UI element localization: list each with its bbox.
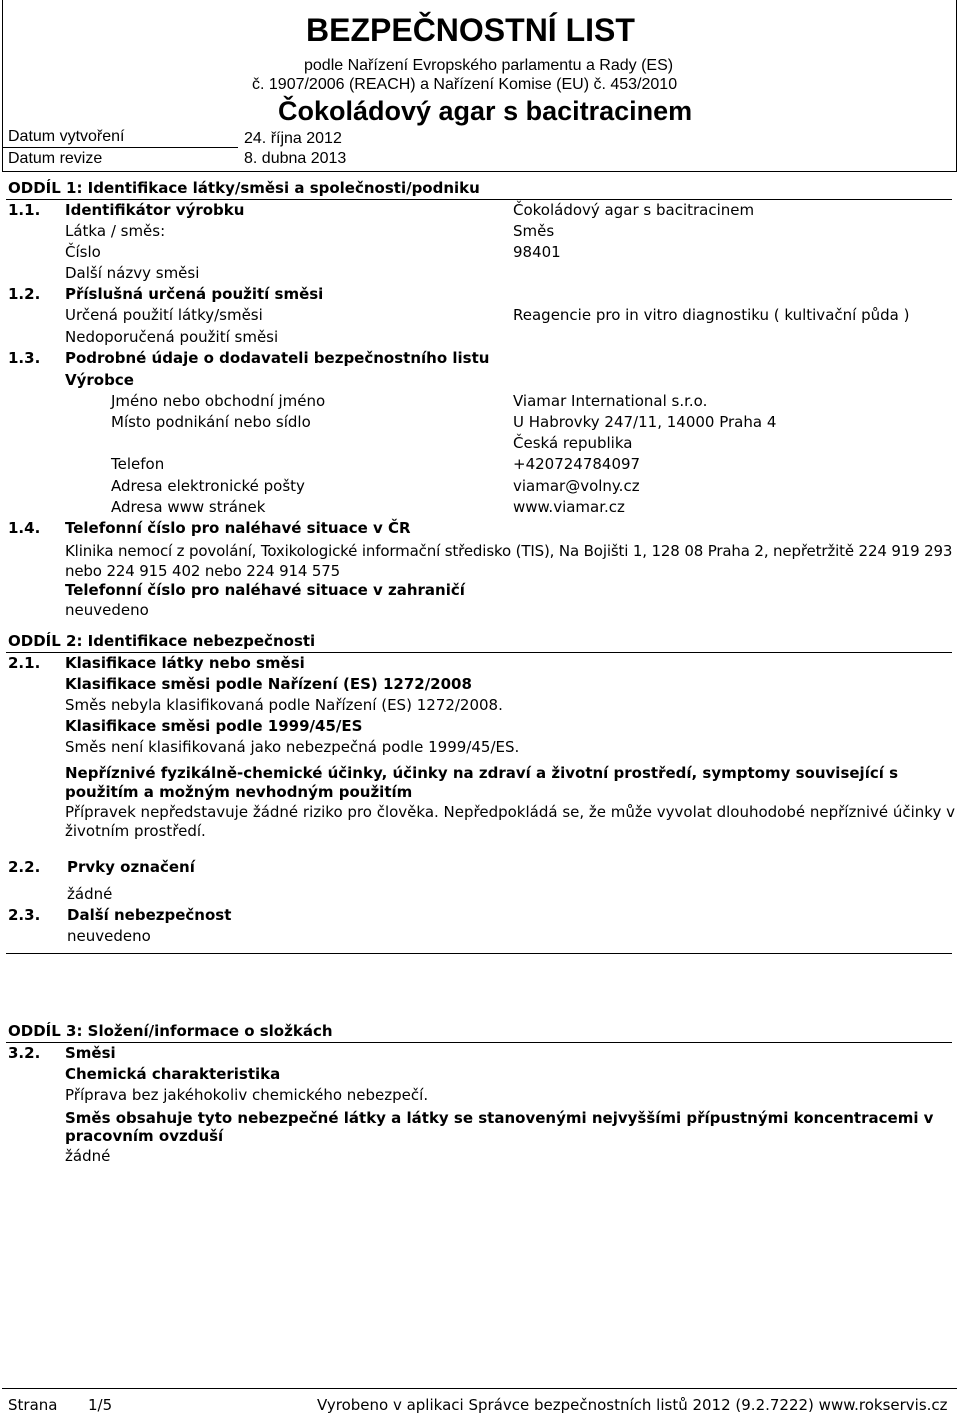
s21-number: 2.1. bbox=[8, 654, 41, 672]
s14-number: 1.4. bbox=[8, 519, 41, 537]
clp-title: Klasifikace směsi podle Nařízení (ES) 1272/2008 bbox=[65, 675, 472, 693]
footer-rule bbox=[2, 1388, 957, 1389]
email-label: Adresa elektronické pošty bbox=[111, 477, 305, 495]
chem-title: Chemická charakteristika bbox=[65, 1065, 281, 1083]
s32-number: 3.2. bbox=[8, 1044, 41, 1062]
footer-produced-by: Vyrobeno v aplikaci Správce bezpečnostních listů 2012 (9.2.7222) www.rokservis.cz bbox=[317, 1396, 948, 1414]
substance-label: Látka / směs: bbox=[65, 222, 166, 240]
s12-number: 1.2. bbox=[8, 285, 41, 303]
document-title: BEZPEČNOSTNÍ LIST bbox=[306, 12, 635, 48]
s14-title: Telefonní číslo pro naléhavé situace v ČR bbox=[65, 519, 411, 537]
effects-text: Přípravek nepředstavuje žádné riziko pro člověka. Nepředpokládá se, že může vyvolat dlouhodobé nepříznivé účinky v životním prostředí. bbox=[65, 803, 955, 840]
s13-title: Podrobné údaje o dodavateli bezpečnostního listu bbox=[65, 349, 490, 367]
clp-text: Směs nebyla klasifikovaná podle Nařízení (ES) 1272/2008. bbox=[65, 696, 503, 714]
regulation-line-1: podle Nařízení Evropského parlamentu a Rady (ES) bbox=[304, 57, 674, 74]
footer-page-value: 1/5 bbox=[88, 1396, 113, 1414]
s23-number: 2.3. bbox=[8, 906, 41, 924]
company-name-value: Viamar International s.r.o. bbox=[513, 392, 708, 410]
header-divider bbox=[2, 147, 238, 148]
s22-value: žádné bbox=[67, 885, 113, 903]
manufacturer-label: Výrobce bbox=[65, 371, 134, 389]
address-value: U Habrovky 247/11, 14000 Praha 4 bbox=[513, 413, 777, 431]
intended-use-value: Reagencie pro in vitro diagnostiku ( kultivační půda ) bbox=[513, 306, 910, 324]
s11-title: Identifikátor výrobku bbox=[65, 201, 245, 219]
dpd-title: Klasifikace směsi podle 1999/45/ES bbox=[65, 717, 363, 735]
website-label: Adresa www stránek bbox=[111, 498, 266, 516]
s22-title: Prvky označení bbox=[67, 858, 195, 876]
section-3-heading: ODDÍL 3: Složení/informace o složkách bbox=[8, 1022, 333, 1040]
s23-title: Další nebezpečnost bbox=[67, 906, 232, 924]
created-label: Datum vytvoření bbox=[8, 128, 125, 145]
s11-value: Čokoládový agar s bacitracinem bbox=[513, 201, 755, 219]
number-value: 98401 bbox=[513, 243, 561, 261]
s12-title: Příslušná určená použití směsi bbox=[65, 285, 324, 303]
s14-abroad-value: neuvedeno bbox=[65, 601, 149, 619]
intended-use-label: Určená použití látky/směsi bbox=[65, 306, 263, 324]
section-2-underline bbox=[6, 652, 952, 653]
effects-title: Nepříznivé fyzikálně-chemické účinky, účinky na zdraví a životní prostředí, symptomy související s použitím a možným nevhodným použitím bbox=[65, 764, 899, 801]
s32-title: Směsi bbox=[65, 1044, 116, 1062]
s22-number: 2.2. bbox=[8, 858, 41, 876]
section-1-underline bbox=[6, 199, 952, 200]
company-name-label: Jméno nebo obchodní jméno bbox=[111, 392, 326, 410]
regulation-line-2: č. 1907/2006 (REACH) a Nařízení Komise (EU) č. 453/2010 bbox=[252, 76, 678, 93]
chem-text: Příprava bez jakéhokoliv chemického nebezpečí. bbox=[65, 1086, 429, 1104]
product-name: Čokoládový agar s bacitracinem bbox=[278, 96, 693, 126]
phone-value: +420724784097 bbox=[513, 455, 641, 473]
section-1-heading: ODDÍL 1: Identifikace látky/směsi a společnosti/podniku bbox=[8, 179, 480, 197]
section-2-end-rule bbox=[6, 953, 952, 954]
s23-value: neuvedeno bbox=[67, 927, 151, 945]
email-value[interactable]: viamar@volny.cz bbox=[513, 477, 640, 495]
contains-value: žádné bbox=[65, 1147, 111, 1165]
substance-value: Směs bbox=[513, 222, 555, 240]
phone-label: Telefon bbox=[111, 455, 165, 473]
s14-text: Klinika nemocí z povolání, Toxikologické informační středisko (TIS), Na Bojišti 1, 128 08 Praha 2, nepřetržitě 224 919 293 nebo 224 915 402 nebo 224 914 575 bbox=[65, 542, 953, 580]
number-label: Číslo bbox=[65, 243, 101, 261]
other-names-label: Další názvy směsi bbox=[65, 264, 200, 282]
contains-title: Směs obsahuje tyto nebezpečné látky a látky se stanovenými nejvyššími přípustnými koncentracemi v pracovním ovzduší bbox=[65, 1109, 934, 1145]
revised-value: 8. dubna 2013 bbox=[244, 150, 347, 167]
section-2-heading: ODDÍL 2: Identifikace nebezpečnosti bbox=[8, 632, 316, 650]
country-value: Česká republika bbox=[513, 434, 633, 452]
revised-label: Datum revize bbox=[8, 150, 103, 167]
dpd-text: Směs není klasifikovaná jako nebezpečná podle 1999/45/ES. bbox=[65, 738, 520, 756]
address-label: Místo podnikání nebo sídlo bbox=[111, 413, 311, 431]
website-value[interactable]: www.viamar.cz bbox=[513, 498, 625, 516]
s21-title: Klasifikace látky nebo směsi bbox=[65, 654, 305, 672]
section-3-underline bbox=[6, 1042, 952, 1043]
created-value: 24. října 2012 bbox=[244, 130, 342, 147]
footer-page-label: Strana bbox=[8, 1396, 58, 1414]
s11-number: 1.1. bbox=[8, 201, 41, 219]
s14-abroad-title: Telefonní číslo pro naléhavé situace v zahraničí bbox=[65, 581, 465, 599]
s13-number: 1.3. bbox=[8, 349, 41, 367]
not-recommended-label: Nedoporučená použití směsi bbox=[65, 328, 279, 346]
